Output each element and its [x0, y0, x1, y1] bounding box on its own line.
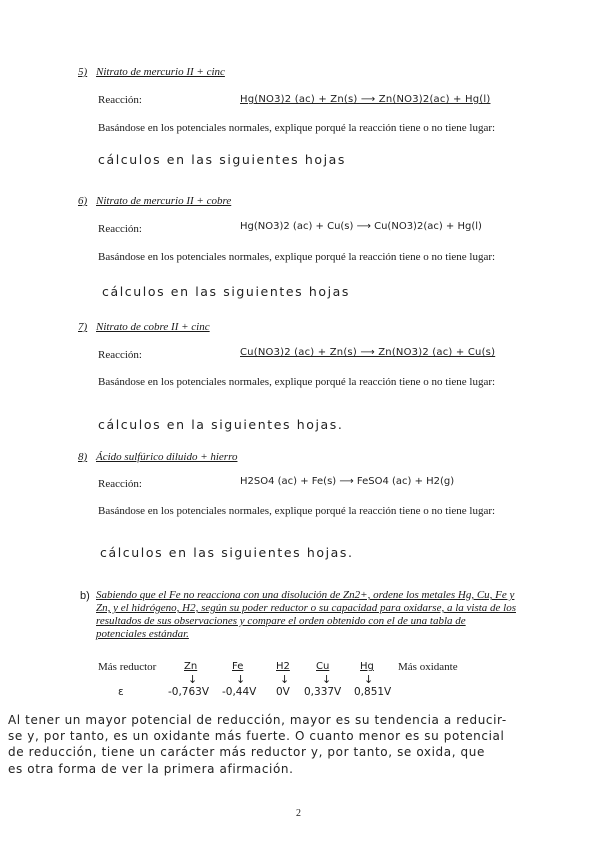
section-title: Nitrato de mercurio II + cinc [96, 66, 225, 78]
down-arrow-icon: ↓ [322, 673, 332, 686]
reaction-equation: H2SO4 (ac) + Fe(s) ⟶ FeSO4 (ac) + H2(g) [240, 476, 455, 487]
potential-zn: -0,763V [168, 686, 210, 698]
more-reducing-label: Más reductor [98, 661, 157, 673]
reaction-label: Reacción: [98, 349, 142, 361]
down-arrow-icon: ↓ [188, 673, 198, 686]
reaction-equation: Hg(NO3)2 (ac) + Zn(s) ⟶ Zn(NO3)2(ac) + Hg(l) [240, 94, 491, 105]
element-cu: Cu [316, 661, 330, 672]
explanation-prompt: Basándose en los potenciales normales, explique porqué la reacción tiene o no tiene lugar: [98, 251, 496, 263]
potential-cu: 0,337V [304, 686, 342, 698]
handwritten-answer: cálculos en las siguientes hojas [98, 152, 347, 167]
reaction-label: Reacción: [98, 94, 142, 106]
potential-hg: 0,851V [354, 686, 392, 698]
conclusion-line: es otra forma de ver la primera afirmación. [8, 762, 294, 776]
handwritten-answer: cálculos en las siguientes hojas. [100, 545, 354, 560]
down-arrow-icon: ↓ [280, 673, 290, 686]
explanation-prompt: Basándose en los potenciales normales, explique porqué la reacción tiene o no tiene lugar: [98, 122, 496, 134]
part-b-prompt: Sabiendo que el Fe no reacciona con una disolución de Zn2+, ordene los metales Hg, Cu, Fe y Zn, y el hidrógeno, H2, según su poder reductor o su capacidad para oxidarse, a la vista de los resultados de sus observaciones y compare el orden obtenido con el de una tabla de potenciales estándar. [96, 589, 516, 640]
more-oxidizing-label: Más oxidante [398, 661, 458, 673]
conclusion-line: Al tener un mayor potencial de reducción, mayor es su tendencia a reducir- [8, 713, 507, 727]
potential-fe: -0,44V [222, 686, 257, 698]
epsilon-symbol: ε [118, 686, 124, 698]
handwritten-answer: cálculos en las siguientes hojas [102, 284, 351, 299]
conclusion-line: se y, por tanto, es un oxidante más fuerte. O cuanto menor es su potencial [8, 729, 505, 743]
section-title: Ácido sulfúrico diluido + hierro [96, 451, 238, 463]
section-number: 6) [78, 195, 88, 207]
part-letter: b) [80, 590, 90, 602]
reaction-label: Reacción: [98, 223, 142, 235]
element-zn: Zn [184, 661, 198, 672]
page-number: 2 [296, 808, 301, 819]
explanation-prompt: Basándose en los potenciales normales, explique porqué la reacción tiene o no tiene lugar: [98, 376, 496, 388]
section-title: Nitrato de mercurio II + cobre [96, 195, 232, 207]
section-number: 8) [78, 451, 88, 463]
handwritten-answer: cálculos en la siguientes hojas. [98, 417, 344, 432]
conclusion-line: de reducción, tiene un carácter más reductor y, por tanto, se oxida, que [8, 745, 485, 759]
potential-h2: 0V [276, 686, 290, 698]
section-number: 5) [78, 66, 88, 78]
down-arrow-icon: ↓ [236, 673, 246, 686]
explanation-prompt: Basándose en los potenciales normales, explique porqué la reacción tiene o no tiene lugar: [98, 505, 496, 517]
section-title: Nitrato de cobre II + cinc [96, 321, 210, 333]
reaction-equation: Cu(NO3)2 (ac) + Zn(s) ⟶ Zn(NO3)2 (ac) + Cu(s) [240, 347, 496, 358]
element-fe: Fe [232, 661, 244, 672]
reaction-label: Reacción: [98, 478, 142, 490]
element-hg: Hg [360, 661, 374, 672]
element-h2: H2 [276, 661, 290, 672]
down-arrow-icon: ↓ [364, 673, 374, 686]
reaction-equation: Hg(NO3)2 (ac) + Cu(s) ⟶ Cu(NO3)2(ac) + Hg(l) [240, 221, 482, 232]
section-number: 7) [78, 321, 88, 333]
